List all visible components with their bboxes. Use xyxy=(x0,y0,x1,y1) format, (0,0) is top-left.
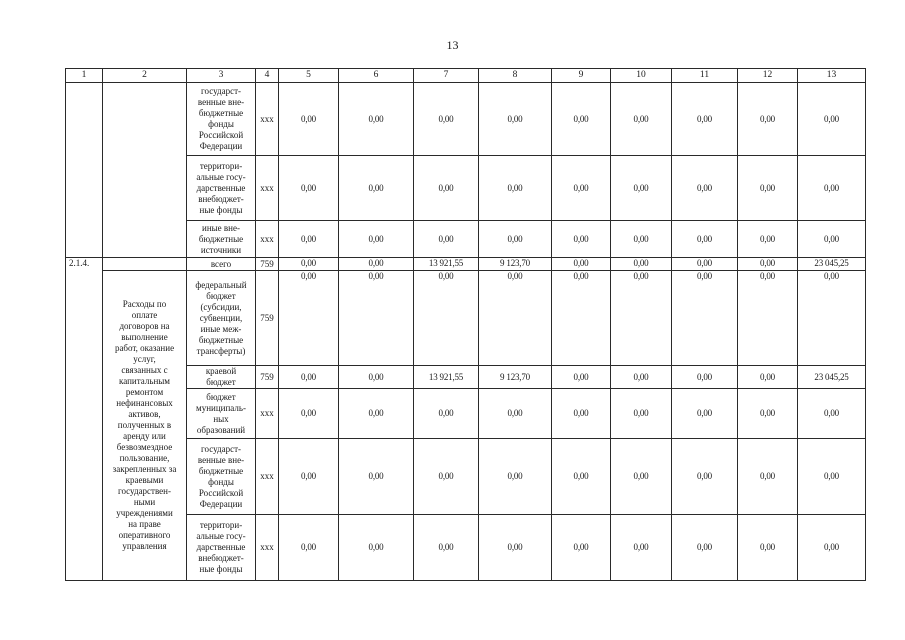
value-cell: 0,00 xyxy=(279,515,339,581)
table-body xyxy=(66,69,866,581)
value-cell: 0,00 xyxy=(611,515,672,581)
kbk-code-cell: ххх xyxy=(256,515,279,581)
kbk-code-cell: ххх xyxy=(256,389,279,439)
value-cell: 0,00 xyxy=(279,389,339,439)
value-cell: 13 921,55 xyxy=(414,258,479,271)
value-cell: 0,00 xyxy=(738,439,798,515)
funding-source-cell: территори- альные госу- дарственные внебюджет- ные фонды xyxy=(187,515,256,581)
value-cell: 0,00 xyxy=(611,83,672,156)
value-cell: 0,00 xyxy=(552,439,611,515)
value-cell: 0,00 xyxy=(611,258,672,271)
value-cell: 9 123,70 xyxy=(479,258,552,271)
value-cell: 0,00 xyxy=(611,221,672,258)
value-cell: 0,00 xyxy=(672,515,738,581)
kbk-code-cell: 759 xyxy=(256,366,279,389)
funding-source-cell: территори- альные госу- дарственные внебюджет- ные фонды xyxy=(187,156,256,221)
value-cell: 0,00 xyxy=(738,366,798,389)
value-cell: 0,00 xyxy=(479,221,552,258)
value-cell: 0,00 xyxy=(552,221,611,258)
funding-source-cell: федеральный бюджет (субсидии, субвенции, иные меж- бюджетные трансферты) xyxy=(187,271,256,366)
value-cell: 13 921,55 xyxy=(414,366,479,389)
column-header-4: 4 xyxy=(256,69,279,83)
value-cell: 0,00 xyxy=(279,439,339,515)
funding-source-cell: государст- венные вне- бюджетные фонды Российской Федерации xyxy=(187,439,256,515)
value-cell: 0,00 xyxy=(672,83,738,156)
value-cell: 0,00 xyxy=(339,83,414,156)
value-cell: 0,00 xyxy=(414,271,479,366)
code-cell: 2.1.4. xyxy=(66,258,103,581)
measure-name-cell xyxy=(103,83,187,258)
value-cell: 0,00 xyxy=(552,515,611,581)
column-header-13: 13 xyxy=(798,69,866,83)
value-cell: 0,00 xyxy=(672,366,738,389)
value-cell: 0,00 xyxy=(552,389,611,439)
column-header-12: 12 xyxy=(738,69,798,83)
value-cell: 23 045,25 xyxy=(798,366,866,389)
value-cell: 0,00 xyxy=(414,515,479,581)
value-cell: 0,00 xyxy=(279,156,339,221)
value-cell: 0,00 xyxy=(672,439,738,515)
value-cell: 0,00 xyxy=(798,439,866,515)
column-header-10: 10 xyxy=(611,69,672,83)
value-cell: 0,00 xyxy=(552,271,611,366)
funding-source-cell: бюджет муниципаль- ных образований xyxy=(187,389,256,439)
funding-source-cell: иные вне- бюджетные источники xyxy=(187,221,256,258)
value-cell: 0,00 xyxy=(479,156,552,221)
value-cell: 0,00 xyxy=(611,389,672,439)
value-cell: 0,00 xyxy=(279,271,339,366)
value-cell: 0,00 xyxy=(738,258,798,271)
value-cell: 0,00 xyxy=(339,156,414,221)
value-cell: 0,00 xyxy=(479,83,552,156)
value-cell: 0,00 xyxy=(672,221,738,258)
value-cell: 0,00 xyxy=(279,83,339,156)
column-header-5: 5 xyxy=(279,69,339,83)
value-cell: 0,00 xyxy=(738,156,798,221)
value-cell: 0,00 xyxy=(479,389,552,439)
column-header-9: 9 xyxy=(552,69,611,83)
value-cell: 0,00 xyxy=(798,221,866,258)
value-cell: 0,00 xyxy=(339,439,414,515)
measure-name-spacer xyxy=(103,258,187,271)
column-header-3: 3 xyxy=(187,69,256,83)
column-header-1: 1 xyxy=(66,69,103,83)
value-cell: 0,00 xyxy=(279,258,339,271)
column-header-7: 7 xyxy=(414,69,479,83)
value-cell: 0,00 xyxy=(479,439,552,515)
column-header-6: 6 xyxy=(339,69,414,83)
table-row xyxy=(66,83,866,156)
value-cell: 0,00 xyxy=(339,366,414,389)
value-cell: 0,00 xyxy=(552,83,611,156)
value-cell: 0,00 xyxy=(798,389,866,439)
value-cell: 0,00 xyxy=(611,439,672,515)
value-cell: 0,00 xyxy=(414,221,479,258)
funding-source-cell: всего xyxy=(187,258,256,271)
value-cell: 0,00 xyxy=(738,389,798,439)
value-cell: 0,00 xyxy=(738,221,798,258)
value-cell: 0,00 xyxy=(339,271,414,366)
value-cell: 0,00 xyxy=(738,515,798,581)
column-header-8: 8 xyxy=(479,69,552,83)
value-cell: 0,00 xyxy=(672,271,738,366)
value-cell: 0,00 xyxy=(339,389,414,439)
value-cell: 0,00 xyxy=(552,366,611,389)
value-cell: 0,00 xyxy=(414,156,479,221)
measure-name-cell: Расходы по оплате договоров на выполнение работ, оказание услуг, связанных с капитальным ремонтом нефинансовых активов, полученных в аренду или безвозмездное пользование, закрепленных за краевыми государствен- ными учреждениями на праве оперативного управления xyxy=(103,271,187,581)
value-cell: 0,00 xyxy=(279,221,339,258)
column-header-2: 2 xyxy=(103,69,187,83)
page-number: 13 xyxy=(446,38,459,52)
code-cell xyxy=(66,83,103,258)
value-cell: 0,00 xyxy=(479,271,552,366)
value-cell: 0,00 xyxy=(339,515,414,581)
value-cell: 0,00 xyxy=(798,271,866,366)
kbk-code-cell: ххх xyxy=(256,439,279,515)
value-cell: 0,00 xyxy=(611,156,672,221)
value-cell: 0,00 xyxy=(798,83,866,156)
funding-source-cell: государст- венные вне- бюджетные фонды Российской Федерации xyxy=(187,83,256,156)
value-cell: 0,00 xyxy=(611,366,672,389)
value-cell: 0,00 xyxy=(339,258,414,271)
table-row xyxy=(66,271,866,366)
value-cell: 0,00 xyxy=(738,83,798,156)
value-cell: 0,00 xyxy=(552,258,611,271)
funding-source-cell: краевой бюджет xyxy=(187,366,256,389)
value-cell: 0,00 xyxy=(738,271,798,366)
value-cell: 0,00 xyxy=(414,389,479,439)
kbk-code-cell: 759 xyxy=(256,271,279,366)
value-cell: 0,00 xyxy=(672,258,738,271)
value-cell: 0,00 xyxy=(279,366,339,389)
value-cell: 0,00 xyxy=(414,83,479,156)
value-cell: 0,00 xyxy=(339,221,414,258)
value-cell: 0,00 xyxy=(672,156,738,221)
budget-table xyxy=(65,68,866,581)
column-header-11: 11 xyxy=(672,69,738,83)
column-header-row xyxy=(66,69,866,83)
kbk-code-cell: 759 xyxy=(256,258,279,271)
value-cell: 0,00 xyxy=(552,156,611,221)
value-cell: 23 045,25 xyxy=(798,258,866,271)
value-cell: 0,00 xyxy=(611,271,672,366)
value-cell: 0,00 xyxy=(414,439,479,515)
kbk-code-cell: ххх xyxy=(256,156,279,221)
value-cell: 0,00 xyxy=(479,515,552,581)
table-row xyxy=(66,258,866,271)
value-cell: 0,00 xyxy=(798,515,866,581)
value-cell: 0,00 xyxy=(798,156,866,221)
kbk-code-cell: ххх xyxy=(256,83,279,156)
kbk-code-cell: ххх xyxy=(256,221,279,258)
value-cell: 9 123,70 xyxy=(479,366,552,389)
value-cell: 0,00 xyxy=(672,389,738,439)
